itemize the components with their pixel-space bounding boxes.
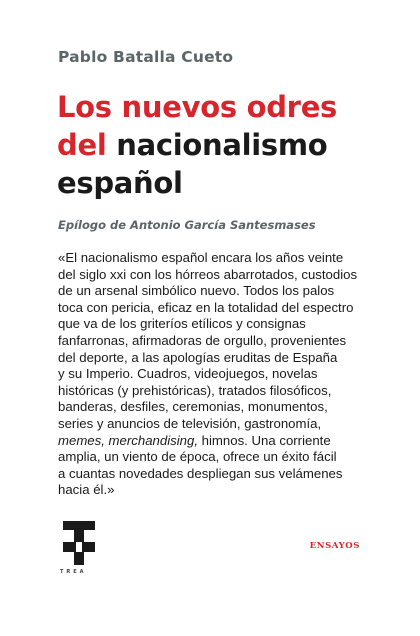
blurb-line-italic-mixed xyxy=(58,433,388,450)
author-name: Pablo Batalla Cueto xyxy=(58,48,234,66)
series-label: ENSAYOS xyxy=(309,541,360,551)
title-line-1: Los nuevos odres xyxy=(57,90,338,124)
publisher-logo-icon xyxy=(59,519,99,565)
blurb-line: hacia él.» xyxy=(58,482,115,498)
epilogue-credit: Epílogo de Antonio García Santesmases xyxy=(58,218,316,232)
blurb-line: de un arsenal simbólico nuevo. Todos los palos xyxy=(58,283,335,299)
blurb-line: fanfarronas, afirmadoras de orgullo, provenientes xyxy=(58,332,347,348)
blurb-line: del siglo xxi con los hórreos abarrotados, custodios xyxy=(58,266,358,282)
blurb-line: banderas, desfiles, ceremonias, monumentos, xyxy=(58,399,328,415)
blurb-line: «El nacionalismo español encara los años veinte xyxy=(58,250,344,265)
title-line-2-black: nacionalismo xyxy=(116,128,328,162)
blurb-line: que va de los griteríos etílicos y consignas xyxy=(58,316,306,332)
blurb-line: del deporte, a las apologías eruditas de España xyxy=(58,349,338,365)
blurb-italic: memes, merchandising, xyxy=(58,432,198,448)
blurb-line: a cuantas novedades despliegan sus velámenes xyxy=(58,465,343,481)
blurb-rest: himnos. Una corriente xyxy=(198,432,331,448)
blurb-line: y su Imperio. Cuadros, videojuegos, novelas xyxy=(58,366,318,382)
title-line-2-red: del xyxy=(57,128,107,162)
book-title xyxy=(57,88,397,202)
blurb-line: históricas (y prehistóricas), tratados filosóficos, xyxy=(58,382,332,398)
blurb-line: amplia, un viento de época, ofrece un éxito fácil xyxy=(58,449,337,465)
back-blurb xyxy=(58,250,388,499)
title-line-3: español xyxy=(57,166,183,200)
blurb-line: toca con pericia, eficaz en la totalidad del espectro xyxy=(58,299,354,315)
title-line-2 xyxy=(57,126,397,164)
blurb-line: series y anuncios de televisión, gastronomía, xyxy=(58,415,322,431)
publisher-name: TREA xyxy=(60,569,87,575)
